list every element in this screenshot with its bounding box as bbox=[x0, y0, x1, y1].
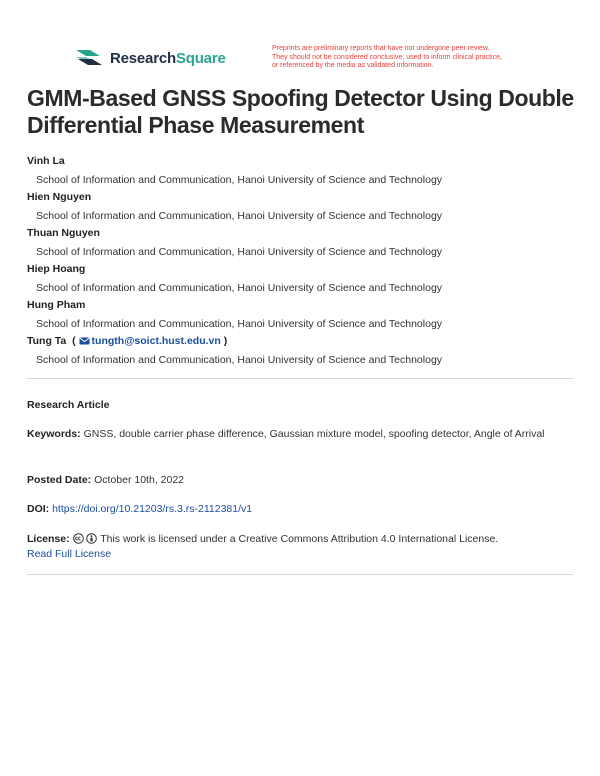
paper-title: GMM-Based GNSS Spoofing Detector Using Double Differential Phase Measurement bbox=[27, 85, 574, 138]
doi bbox=[27, 502, 573, 517]
preprint-disclaimer bbox=[272, 45, 542, 71]
article-type: Research Article bbox=[27, 399, 110, 411]
creative-commons-icon bbox=[73, 533, 84, 544]
author-name: Tung Ta bbox=[27, 335, 67, 347]
author-name: Vinh La bbox=[27, 155, 65, 167]
divider bbox=[27, 574, 573, 575]
author-affiliation: School of Information and Communication, Hanoi University of Science and Technology bbox=[36, 210, 443, 222]
author-affiliation: School of Information and Communication, Hanoi University of Science and Technology bbox=[36, 282, 443, 294]
posted-date-value: October 10th, 2022 bbox=[94, 474, 185, 486]
keywords-label: Keywords: bbox=[27, 428, 81, 440]
doi-link[interactable]: https://doi.org/10.21203/rs.3.rs-2112381/v1 bbox=[52, 503, 253, 515]
disclaimer-line: Preprints are preliminary reports that have not undergone peer review. bbox=[272, 45, 490, 52]
posted-date bbox=[27, 473, 573, 488]
author-list bbox=[27, 154, 577, 370]
email-paren-close: ) bbox=[223, 335, 228, 347]
author-affiliation: School of Information and Communication, Hanoi University of Science and Technology bbox=[36, 246, 443, 258]
doi-label: DOI: bbox=[27, 503, 50, 515]
keywords-value: GNSS, double carrier phase difference, Gaussian mixture model, spoofing detector, Angle of Arrival bbox=[83, 428, 545, 440]
logo-wordmark: ResearchSquare bbox=[110, 49, 226, 67]
mail-icon bbox=[79, 337, 90, 345]
license-text: This work is licensed under a Creative Commons Attribution 4.0 International License. bbox=[100, 533, 499, 545]
disclaimer-line: or referenced by the media as validated information. bbox=[272, 62, 434, 69]
email-paren: ( bbox=[69, 335, 76, 347]
attribution-icon bbox=[86, 533, 97, 544]
author-affiliation: School of Information and Communication, Hanoi University of Science and Technology bbox=[36, 174, 443, 186]
author-affiliation: School of Information and Communication, Hanoi University of Science and Technology bbox=[36, 354, 443, 366]
posted-date-label: Posted Date: bbox=[27, 474, 92, 486]
read-full-license-link[interactable]: Read Full License bbox=[27, 548, 112, 560]
divider bbox=[27, 378, 573, 379]
license-label: License: bbox=[27, 533, 70, 545]
research-square-logo bbox=[74, 47, 226, 69]
corresponding-author bbox=[27, 334, 577, 352]
keywords bbox=[27, 427, 573, 442]
author-name: Hien Nguyen bbox=[27, 191, 92, 203]
disclaimer-line: They should not be considered conclusive, used to inform clinical practice, bbox=[272, 53, 502, 61]
author-name: Hung Pham bbox=[27, 299, 86, 311]
author-affiliation: School of Information and Communication, Hanoi University of Science and Technology bbox=[36, 318, 443, 330]
author-name: Thuan Nguyen bbox=[27, 227, 100, 239]
author-email-link[interactable]: tungth@soict.hust.edu.vn bbox=[91, 335, 221, 347]
author-name: Hiep Hoang bbox=[27, 263, 86, 275]
research-square-logo-icon bbox=[74, 47, 104, 69]
license bbox=[27, 532, 573, 562]
